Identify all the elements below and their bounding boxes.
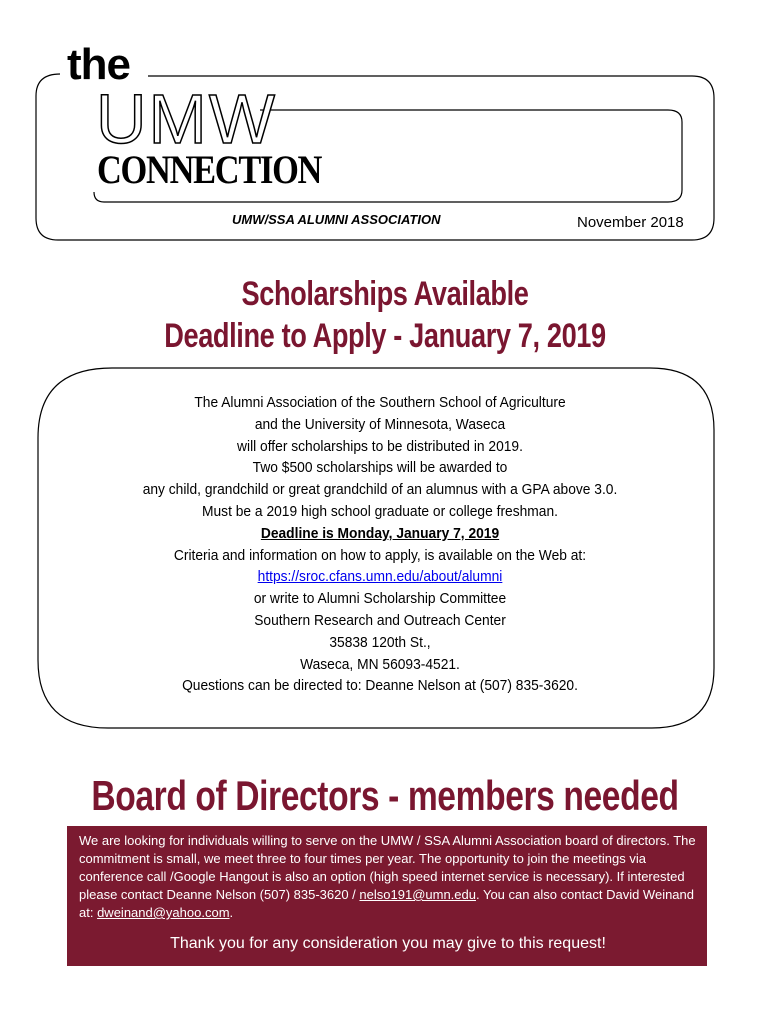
address-line: or write to Alumni Scholarship Committee — [253, 590, 507, 608]
board-headline: Board of Directors - members needed — [91, 772, 679, 819]
board-end-text: . — [229, 905, 234, 920]
masthead-umw-logo: UMW — [96, 80, 277, 158]
scholarship-line: Must be a 2019 high school graduate or college freshman. — [202, 502, 558, 520]
scholarship-line: will offer scholarships to be distributed in 2019. — [237, 437, 523, 455]
scholarship-line: The Alumni Association of the Southern School of Agriculture — [194, 394, 566, 411]
masthead-the: the — [67, 40, 130, 89]
address-line: Waseca, MN 56093-4521. — [300, 655, 460, 673]
email-link-nelson[interactable]: nelso191@umn.edu — [359, 887, 476, 902]
scholarship-details — [60, 392, 700, 697]
deadline-notice: Deadline is Monday, January 7, 2019 — [260, 524, 500, 542]
scholarship-line: and the University of Minnesota, Waseca — [254, 415, 506, 433]
address-line: 35838 120th St., — [329, 633, 431, 651]
board-body-text: We are looking for individuals willing to serve on the UMW / SSA Alumni Association board of directors. The commitment is small, we meet three to four times per year. The opportunity to join the meetings via conference call /Google Hangout is also an option (high speed internet service is necessary). If interested please contact Deanne Nelson (507) 835-3620 / — [79, 833, 696, 902]
masthead-connection: CONNECTION — [97, 147, 322, 192]
association-name: UMW/SSA ALUMNI ASSOCIATION — [232, 212, 441, 227]
scholarship-line: any child, grandchild or great grandchild of an alumnus with a GPA above 3.0. — [142, 481, 618, 499]
scholarship-headline: Scholarships Available — [241, 275, 529, 313]
scholarship-line: Two $500 scholarships will be awarded to — [252, 459, 508, 477]
scholarship-deadline-headline: Deadline to Apply - January 7, 2019 — [164, 317, 606, 355]
board-body — [79, 832, 697, 922]
address-line: Southern Research and Outreach Center — [254, 611, 506, 629]
thank-you-note: Thank you for any consideration you may give to this request! — [170, 935, 606, 952]
criteria-line: Criteria and information on how to apply, is available on the Web at: — [173, 546, 587, 564]
board-notice-box — [67, 826, 707, 966]
board-mid-text: . You can also contact David Weinand at: — [79, 887, 695, 920]
address-line: Questions can be directed to: Deanne Nelson at (507) 835-3620. — [182, 677, 578, 695]
email-link-weinand[interactable]: dweinand@yahoo.com — [97, 905, 230, 920]
alumni-website-link[interactable]: https://sroc.cfans.umn.edu/about/alumni — [257, 568, 503, 586]
issue-date: November 2018 — [577, 214, 684, 231]
